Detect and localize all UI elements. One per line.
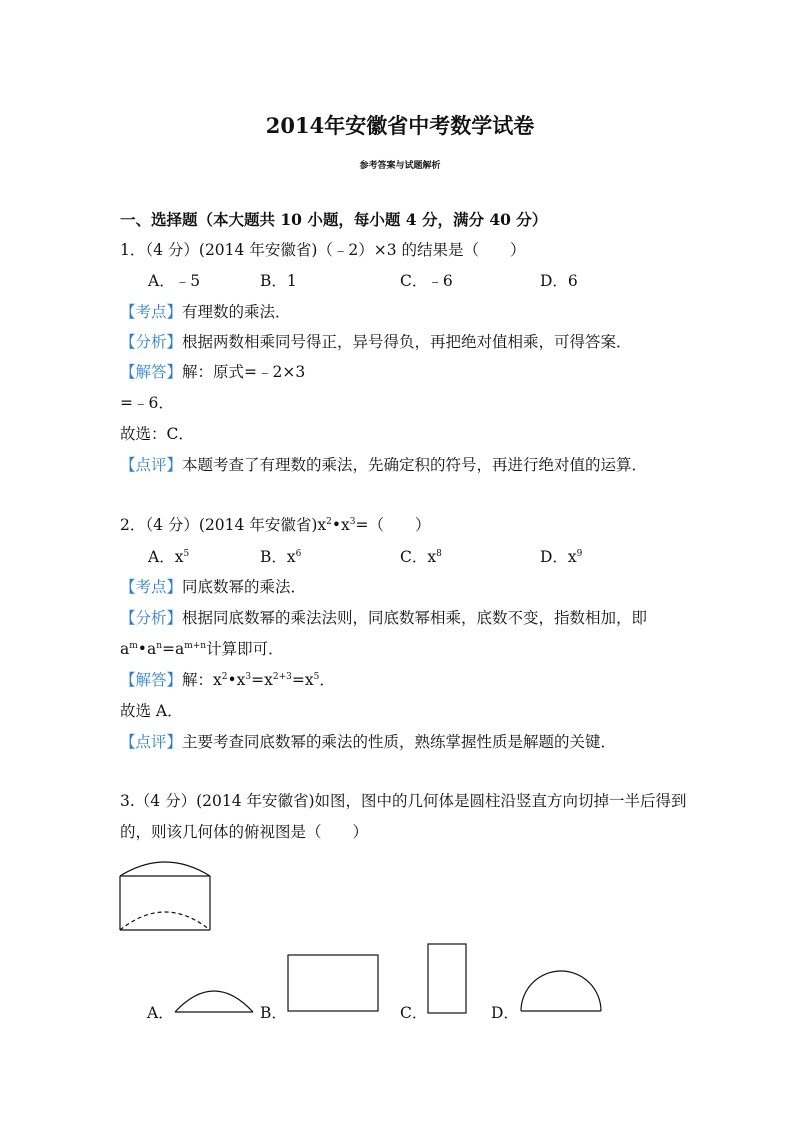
q2-option-label: A．x: [148, 548, 184, 566]
q1-dianping: [120, 455, 647, 475]
section-heading: 一、选择题（本大题共 10 小题，每小题 4 分，满分 40 分）: [120, 210, 548, 229]
formula-part: ．: [319, 671, 335, 689]
q1-dianping-text: 本题考查了有理数的乘法，先确定积的符号，再进行绝对值的运算．: [182, 456, 648, 474]
q1-jieda-text: 解：原式=﹣2×3: [182, 363, 306, 381]
q2-fenxi-formula: [120, 639, 284, 659]
formula-part: 计算即可．: [206, 640, 284, 658]
q3-option-d: D．: [491, 1004, 519, 1022]
fenxi-tag: 【分析】: [120, 609, 183, 627]
q2-option-d: [540, 547, 582, 567]
q2-kaodian-text: 同底数幂的乘法．: [182, 578, 307, 596]
dianping-tag: 【点评】: [120, 456, 183, 474]
q1-jieda-line2: =﹣6．: [120, 394, 174, 412]
half-cylinder-figure: [118, 852, 213, 932]
formula-part: =x: [251, 671, 273, 689]
formula-part: •x: [227, 671, 246, 689]
q3-option-c: C．: [400, 1004, 428, 1022]
q1-option-d: D．6: [540, 272, 578, 290]
q3-option-b: B．: [260, 1004, 287, 1022]
q1-fenxi: [120, 332, 632, 352]
q2-stem: [120, 515, 430, 535]
q2-dianping-text: 主要考查同底数幂的乘法的性质，熟练掌握性质是解题的关键．: [182, 733, 617, 751]
q2-option-exp: 5: [183, 549, 190, 559]
option-c-tall-rectangle-figure: [427, 943, 467, 1014]
q2-option-exp: 6: [295, 549, 302, 559]
formula-exp: m: [129, 641, 138, 651]
q2-option-label: C．x: [400, 548, 437, 566]
formula-part: =x: [291, 671, 314, 689]
q1-fenxi-text: 根据两数相乘同号得正，异号得负，再把绝对值相乘，可得答案．: [182, 333, 632, 351]
q2-stem-exp: 3: [349, 517, 356, 527]
q3-stem-line1: 3.（4 分）(2014 年安徽省)如图，图中的几何体是圆柱沿竖直方向切掉一半后得到: [120, 792, 687, 810]
option-a-arc-figure: [173, 978, 255, 1014]
q1-kaodian: [120, 302, 291, 322]
q2-fenxi-text: 根据同底数幂的乘法法则，同底数幂相乘，底数不变，指数相加，即: [182, 609, 648, 627]
q2-jieda: [120, 670, 335, 690]
q2-option-c: [400, 547, 442, 567]
formula-part: a: [120, 640, 130, 658]
page-subtitle: 参考答案与试题解析: [359, 161, 441, 171]
q1-option-a: A．﹣5: [148, 272, 201, 290]
q2-option-exp: 8: [436, 549, 442, 559]
q2-stem-part: =（ ）: [355, 516, 431, 534]
q2-option-b: [260, 547, 301, 567]
q2-option-label: B．x: [260, 548, 296, 566]
jieda-tag: 【解答】: [120, 671, 183, 689]
formula-exp: m+n: [184, 641, 207, 651]
q3-option-a: A．: [147, 1004, 174, 1022]
q2-stem-part: 2．（4 分）(2014 年安徽省)x: [120, 516, 327, 534]
formula-exp: n: [156, 641, 162, 651]
q1-stem: 1．（4 分）(2014 年安徽省)（﹣2）×3 的结果是（ ）: [120, 241, 526, 259]
dianping-tag: 【点评】: [120, 733, 183, 751]
q1-option-c: C．﹣6: [400, 272, 453, 290]
formula-part: =a: [161, 640, 185, 658]
formula-exp: 5: [313, 672, 320, 682]
option-b-rectangle-figure: [287, 954, 379, 1012]
q2-choice: 故选 A．: [120, 702, 183, 720]
formula-exp: 2: [221, 672, 228, 682]
q2-option-exp: 9: [576, 549, 583, 559]
formula-exp: 3: [245, 672, 252, 682]
q1-jieda: [120, 362, 305, 382]
q1-option-b: B．1: [260, 272, 297, 290]
q2-kaodian: [120, 577, 306, 597]
q1-choice: 故选：C．: [120, 425, 194, 443]
q1-kaodian-text: 有理数的乘法．: [182, 303, 291, 321]
jieda-tag: 【解答】: [120, 363, 183, 381]
formula-part: •a: [137, 640, 157, 658]
q2-option-a: [148, 547, 189, 567]
q2-option-label: D．x: [540, 548, 577, 566]
q2-stem-exp: 2: [326, 517, 332, 527]
formula-exp: 2+3: [272, 672, 292, 682]
kaodian-tag: 【考点】: [120, 578, 183, 596]
q2-fenxi: [120, 608, 647, 628]
formula-part: 解：x: [182, 671, 222, 689]
q3-stem-line2: 的，则该几何体的俯视图是（ ）: [120, 823, 369, 841]
option-d-semicircle-figure: [519, 969, 603, 1013]
page-title: 2014年安徽省中考数学试卷: [265, 113, 535, 138]
kaodian-tag: 【考点】: [120, 303, 183, 321]
q2-dianping: [120, 732, 616, 752]
fenxi-tag: 【分析】: [120, 333, 183, 351]
q2-stem-part: •x: [331, 516, 350, 534]
